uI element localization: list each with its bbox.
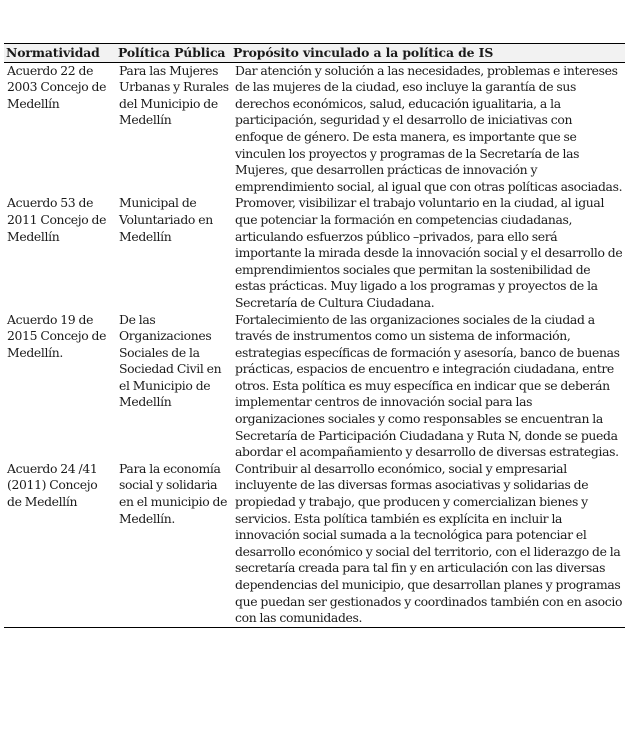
cell-proposito: Promover, visibilizar el trabajo voluntario en la ciudad, al igual que potenciar la formación en competencias ciudadanas, articulando esfuerzos público –privados, para ello será importante la mirada desde la innovación social y el desarrollo de emprendimientos sociales que permitan la sostenibilidad de estas prácticas. Muy ligado a los programas y proyectos de la Secretaría de Cultura Ciudadana. — [235, 195, 623, 310]
table-row — [4, 312, 625, 461]
cell-normatividad: Acuerdo 53 de 2011 Concejo de Medellín — [7, 195, 107, 244]
header-politica-publica: Política Pública — [118, 45, 226, 60]
cell-proposito: Fortalecimiento de las organizaciones sociales de la ciudad a través de instrumentos como un sistema de información, estrategias específicas de formación y asesoría, banco de buenas prácticas, espacios de encuentro e integración ciudadana, entre otros. Esta política es muy específica en indicar que se deberán implementar centros de innovación social para las organizaciones sociales y como responsables se encuentran la Secretaría de Participación Ciudadana y Ruta N, donde se pueda abordar el acompañamiento y desarrollo de diversas estrategias. — [235, 311, 620, 460]
table-header — [4, 44, 625, 63]
cell-proposito: Contribuir al desarrollo económico, social y empresarial incluyente de las diversas formas asociativas y solidarias de propiedad y trabajo, que producen y comercializan bienes y servicios. Esta política también es explícita en incluir la innovación social sumada a la tecnológica para potenciar el desarrollo económico y social del territorio, con el liderazgo de la secretaría creada para tal fin y en articulación con las diversas dependencias del municipio, que desarrollan planes y programas que puedan ser gestionados y coordinados también con en asocio con las comunidades. — [235, 460, 623, 626]
cell-normatividad: Acuerdo 19 de 2015 Concejo de Medellín. — [7, 311, 107, 360]
table-row — [4, 461, 625, 627]
table-row — [4, 62, 625, 195]
policy-table-container — [4, 43, 625, 628]
header-proposito: Propósito vinculado a la política de IS — [233, 45, 494, 60]
table-body — [4, 62, 625, 627]
header-normatividad: Normatividad — [6, 45, 100, 60]
table-row — [4, 195, 625, 311]
cell-politica-publica: Para la economía social y solidaria en el municipio de Medellín. — [119, 460, 228, 526]
cell-politica-publica: Para las Mujeres Urbanas y Rurales del Municipio de Medellín — [119, 62, 229, 128]
cell-politica-publica: Municipal de Voluntariado en Medellín — [119, 195, 213, 244]
cell-proposito: Dar atención y solución a las necesidades, problemas e intereses de las mujeres de la ciudad, eso incluye la garantía de sus derechos económicos, salud, educación igualitaria, a la participación, seguridad y el desarrollo de iniciativas con enfoque de género. De esta manera, es importante que se vinculen los proyectos y programas de la Secretaría de las Mujeres, que desarrollen prácticas de innovación y emprendimiento social, al igual que con otras políticas asociadas. — [235, 62, 623, 194]
cell-normatividad: Acuerdo 22 de 2003 Concejo de Medellín — [7, 62, 107, 111]
header-row — [4, 44, 625, 63]
cell-politica-publica: De las Organizaciones Sociales de la Sociedad Civil en el Municipio de Medellín — [119, 311, 222, 410]
policy-table — [4, 43, 625, 628]
cell-normatividad: Acuerdo 24 /41 (2011) Concejo de Medellín — [7, 460, 98, 510]
